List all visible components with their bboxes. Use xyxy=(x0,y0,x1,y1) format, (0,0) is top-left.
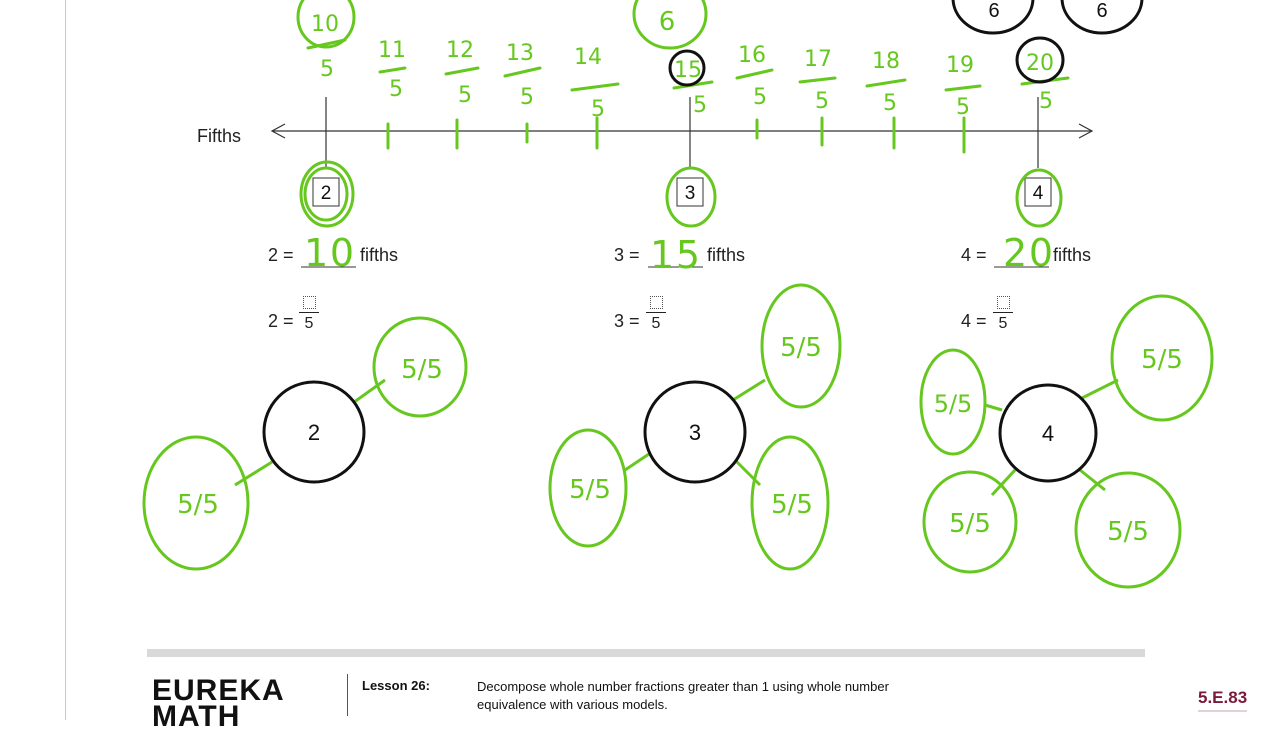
denominator-5: 5 xyxy=(458,83,472,108)
bond-part-5-5: 5/5 xyxy=(780,333,822,363)
whole-marker-3: 3 xyxy=(684,183,696,204)
number-bond-4 xyxy=(921,296,1212,587)
fraction-bar xyxy=(646,312,666,313)
frac-12-5-num: 12 xyxy=(446,38,474,63)
whole-marker-4: 4 xyxy=(1032,183,1044,204)
equation-whole-4: 4 = xyxy=(961,245,987,265)
frac-19-5-num: 19 xyxy=(946,53,974,78)
equation-whole-2: 2 = xyxy=(268,245,294,265)
frac-17-5-num: 17 xyxy=(804,47,832,72)
bond-whole-4: 4 xyxy=(1041,421,1055,446)
bond-part-5-5: 5/5 xyxy=(933,390,973,418)
equation-unit-fifths: fifths xyxy=(360,245,399,265)
fraction-denominator: 5 xyxy=(998,315,1008,332)
bond-part-5-5: 5/5 xyxy=(177,490,219,520)
fraction-bar xyxy=(299,312,319,313)
equation-unit-fifths: fifths xyxy=(707,245,746,265)
numerator-box xyxy=(650,296,663,309)
top-circle-6: 6 xyxy=(988,0,1000,22)
top-circle-6: 6 xyxy=(658,7,676,37)
frac-16-5-num: 16 xyxy=(738,43,766,68)
lesson-description: Decompose whole number fractions greater than 1 using whole number equivalence with various models. xyxy=(477,679,889,712)
bond-part-5-5: 5/5 xyxy=(1107,517,1149,547)
answer-20: 20 xyxy=(1003,231,1053,275)
bond-part-5-5: 5/5 xyxy=(401,355,443,385)
denominator-5: 5 xyxy=(753,85,767,110)
eureka-math-logo: EUREKA MATH xyxy=(152,674,284,733)
number-line-label: Fifths xyxy=(197,126,242,146)
top-circle-6: 6 xyxy=(1096,0,1108,22)
denominator-5: 5 xyxy=(815,89,829,114)
bond-whole-3: 3 xyxy=(688,420,702,445)
bond-part-5-5: 5/5 xyxy=(949,509,991,539)
fraction-prefix-4: 4 = xyxy=(961,311,987,331)
whole-marker-2: 2 xyxy=(320,183,332,204)
denominator-5: 5 xyxy=(1039,89,1053,114)
answer-15: 15 xyxy=(650,233,700,277)
frac-14-5-num: 14 xyxy=(574,45,602,70)
equation-whole-3: 3 = xyxy=(614,245,640,265)
denominator-5: 5 xyxy=(883,91,897,116)
bond-part-5-5: 5/5 xyxy=(1141,345,1183,375)
denominator-5: 5 xyxy=(520,85,534,110)
denominator-5: 5 xyxy=(591,97,605,122)
fraction-blank-4 xyxy=(993,296,1013,333)
numerator-box xyxy=(997,296,1010,309)
fraction-denominator: 5 xyxy=(304,315,314,332)
fraction-blank-3 xyxy=(646,296,666,333)
fraction-bar xyxy=(993,312,1013,313)
page-number: 5.E.83 xyxy=(1198,688,1247,712)
frac-20-5-num: 20 xyxy=(1026,51,1054,76)
frac-10-5-num: 10 xyxy=(311,12,339,37)
frac-15-5-num: 15 xyxy=(674,58,702,83)
fraction-denominator: 5 xyxy=(651,315,661,332)
answer-10: 10 xyxy=(304,231,354,275)
number-bond-2 xyxy=(144,318,466,569)
bond-part-5-5: 5/5 xyxy=(569,475,611,505)
numerator-box xyxy=(303,296,316,309)
footer-separator xyxy=(347,674,348,716)
denominator-5: 5 xyxy=(693,93,707,118)
fraction-blank-2 xyxy=(299,296,319,333)
fraction-prefix-2: 2 = xyxy=(268,311,294,331)
denominator-5: 5 xyxy=(320,57,334,82)
frac-18-5-num: 18 xyxy=(872,49,900,74)
bond-part-5-5: 5/5 xyxy=(771,490,813,520)
bond-whole-2: 2 xyxy=(307,420,321,445)
denominator-5: 5 xyxy=(956,95,970,120)
frac-11-5-num: 11 xyxy=(378,38,406,63)
denominator-5: 5 xyxy=(389,77,403,102)
fraction-prefix-3: 3 = xyxy=(614,311,640,331)
footer-divider-bar xyxy=(147,649,1145,657)
equation-unit-fifths: fifths xyxy=(1053,245,1092,265)
frac-13-5-num: 13 xyxy=(506,41,534,66)
handwritten-ticks xyxy=(388,118,964,152)
number-bond-3 xyxy=(550,285,840,569)
handwritten-answers xyxy=(304,231,1053,277)
lesson-label: Lesson 26: xyxy=(362,678,430,693)
